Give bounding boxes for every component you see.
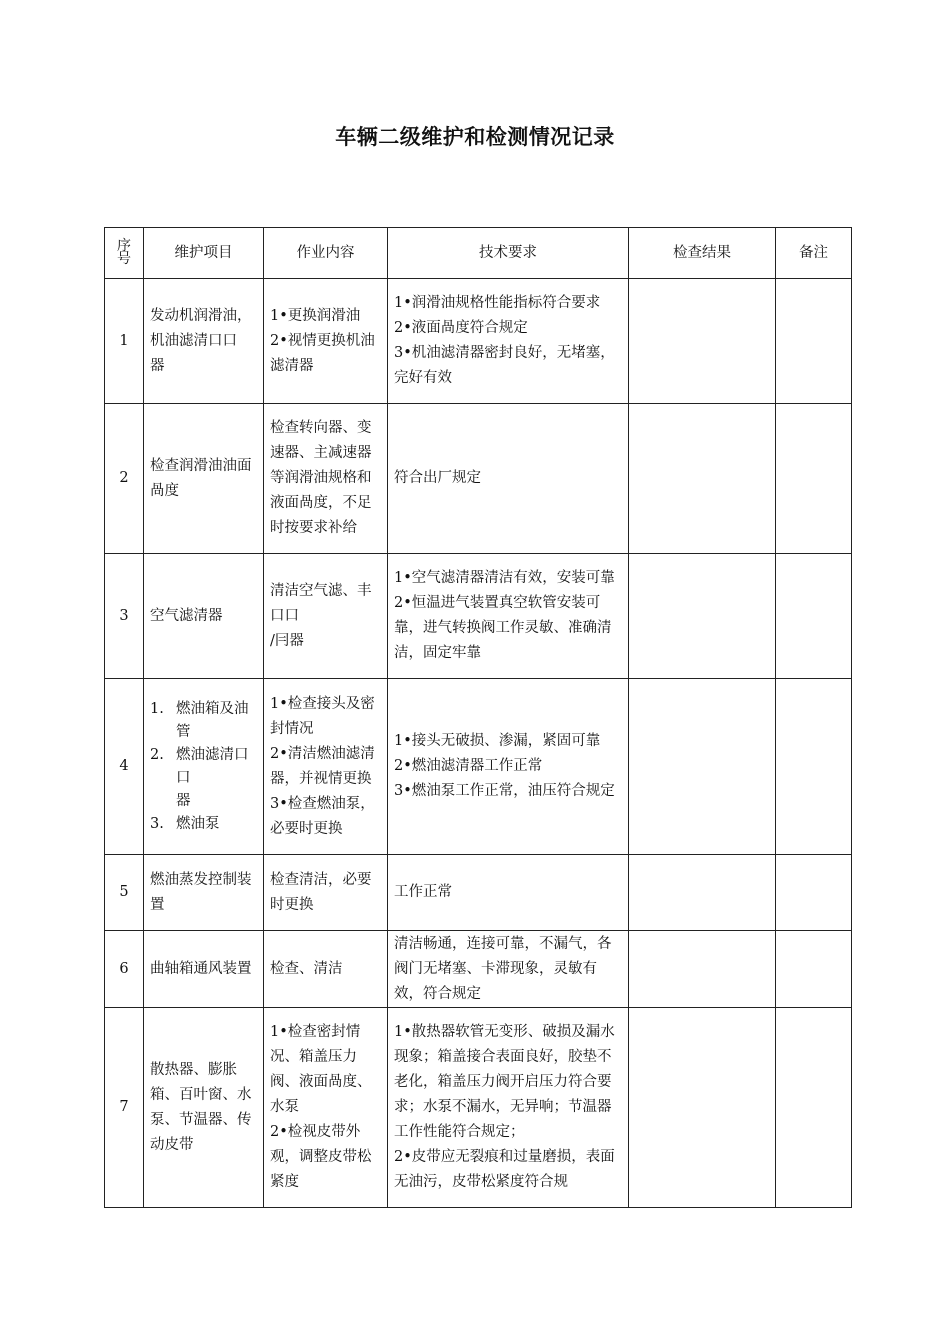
header-work: 作业内容 xyxy=(264,228,388,279)
header-requirement: 技术要求 xyxy=(388,228,629,279)
remark xyxy=(776,679,852,855)
remark xyxy=(776,279,852,404)
table-row xyxy=(105,554,852,679)
remark xyxy=(776,554,852,679)
header-item: 维护项目 xyxy=(144,228,264,279)
row-number: 7 xyxy=(105,1008,144,1208)
technical-requirement: 工作正常 xyxy=(388,855,629,931)
row-number: 1 xyxy=(105,279,144,404)
work-content: 1•检查接头及密封情况 2•清洁燃油滤清器，并视情更换 3•检查燃油泵，必要时更换 xyxy=(264,679,388,855)
list-item xyxy=(150,744,257,813)
work-content: 清洁空气滤、丰口口 /冃器 xyxy=(264,554,388,679)
technical-requirement: 1•接头无破损、渗漏，紧固可靠 2•燃油滤清器工作正常 3•燃油泵工作正常，油压符合规定 xyxy=(388,679,629,855)
row-number: 3 xyxy=(105,554,144,679)
table-row xyxy=(105,1008,852,1208)
check-result xyxy=(629,855,776,931)
table-row xyxy=(105,855,852,931)
list-item-text: 燃油箱及油管 xyxy=(176,700,249,740)
check-result xyxy=(629,279,776,404)
technical-requirement: 符合出厂规定 xyxy=(388,404,629,554)
check-result xyxy=(629,931,776,1008)
list-item-number: 2. xyxy=(150,746,164,763)
table-header-row xyxy=(105,228,852,279)
header-note: 备注 xyxy=(776,228,852,279)
remark xyxy=(776,855,852,931)
check-result xyxy=(629,1008,776,1208)
maintenance-item-list xyxy=(144,679,264,855)
table-row xyxy=(105,279,852,404)
technical-requirement: 1•空气滤清器清洁有效，安装可靠 2•恒温进气装置真空软管安装可靠，进气转换阀工作灵敏、准确清洁，固定牢靠 xyxy=(388,554,629,679)
document-title: 车辆二级维护和检测情况记录 xyxy=(335,125,615,149)
list-item-text: 燃油泵 xyxy=(176,815,220,832)
maintenance-record-table xyxy=(104,227,852,1208)
table-row xyxy=(105,679,852,855)
maintenance-item: 散热器、膨胀箱、百叶窗、水泵、节温器、传动皮带 xyxy=(144,1008,264,1208)
technical-requirement: 清洁畅通，连接可靠，不漏气，各阀门无堵塞、卡滞现象，灵敏有效，符合规定 xyxy=(388,931,629,1008)
list-item-text: 燃油滤清口口 器 xyxy=(176,746,249,809)
work-content: 检查清洁，必要时更换 xyxy=(264,855,388,931)
list-item-number: 3. xyxy=(150,815,164,832)
list-item xyxy=(150,813,257,836)
work-content: 1•更换润滑油 2•视情更换机油滤清器 xyxy=(264,279,388,404)
row-number: 5 xyxy=(105,855,144,931)
check-result xyxy=(629,679,776,855)
row-number: 6 xyxy=(105,931,144,1008)
table-row xyxy=(105,404,852,554)
work-content: 检查、清洁 xyxy=(264,931,388,1008)
row-number: 2 xyxy=(105,404,144,554)
maintenance-item: 发动机润滑油，机油滤清口口 器 xyxy=(144,279,264,404)
remark xyxy=(776,404,852,554)
remark xyxy=(776,931,852,1008)
work-content: 检查转向器、变速器、主减速器等润滑油规格和液面咼度，不足时按要求补给 xyxy=(264,404,388,554)
maintenance-item: 检查润滑油油面咼度 xyxy=(144,404,264,554)
remark xyxy=(776,1008,852,1208)
maintenance-item: 曲轴箱通风装置 xyxy=(144,931,264,1008)
technical-requirement: 1•润滑油规格性能指标符合要求 2•液面咼度符合规定 3•机油滤清器密封良好，无堵塞，完好有效 xyxy=(388,279,629,404)
work-content: 1•检查密封情况、箱盖压力阀、液面咼度、水泵 2•检视皮带外观，调整皮带松紧度 xyxy=(264,1008,388,1208)
row-number: 4 xyxy=(105,679,144,855)
header-seq: 序号 xyxy=(105,228,144,279)
technical-requirement: 1•散热器软管无变形、破损及漏水现象；箱盖接合表面良好，胶垫不老化，箱盖压力阀开启压力符合要求；水泵不漏水，无异响；节温器工作性能符合规定； 2•皮带应无裂痕和过量磨损，表面无油污，皮带松紧度符合规 xyxy=(388,1008,629,1208)
maintenance-item: 燃油蒸发控制装置 xyxy=(144,855,264,931)
header-result: 检查结果 xyxy=(629,228,776,279)
list-item xyxy=(150,698,257,744)
check-result xyxy=(629,554,776,679)
check-result xyxy=(629,404,776,554)
table-row xyxy=(105,931,852,1008)
maintenance-item: 空气滤清器 xyxy=(144,554,264,679)
list-item-number: 1. xyxy=(150,700,164,717)
